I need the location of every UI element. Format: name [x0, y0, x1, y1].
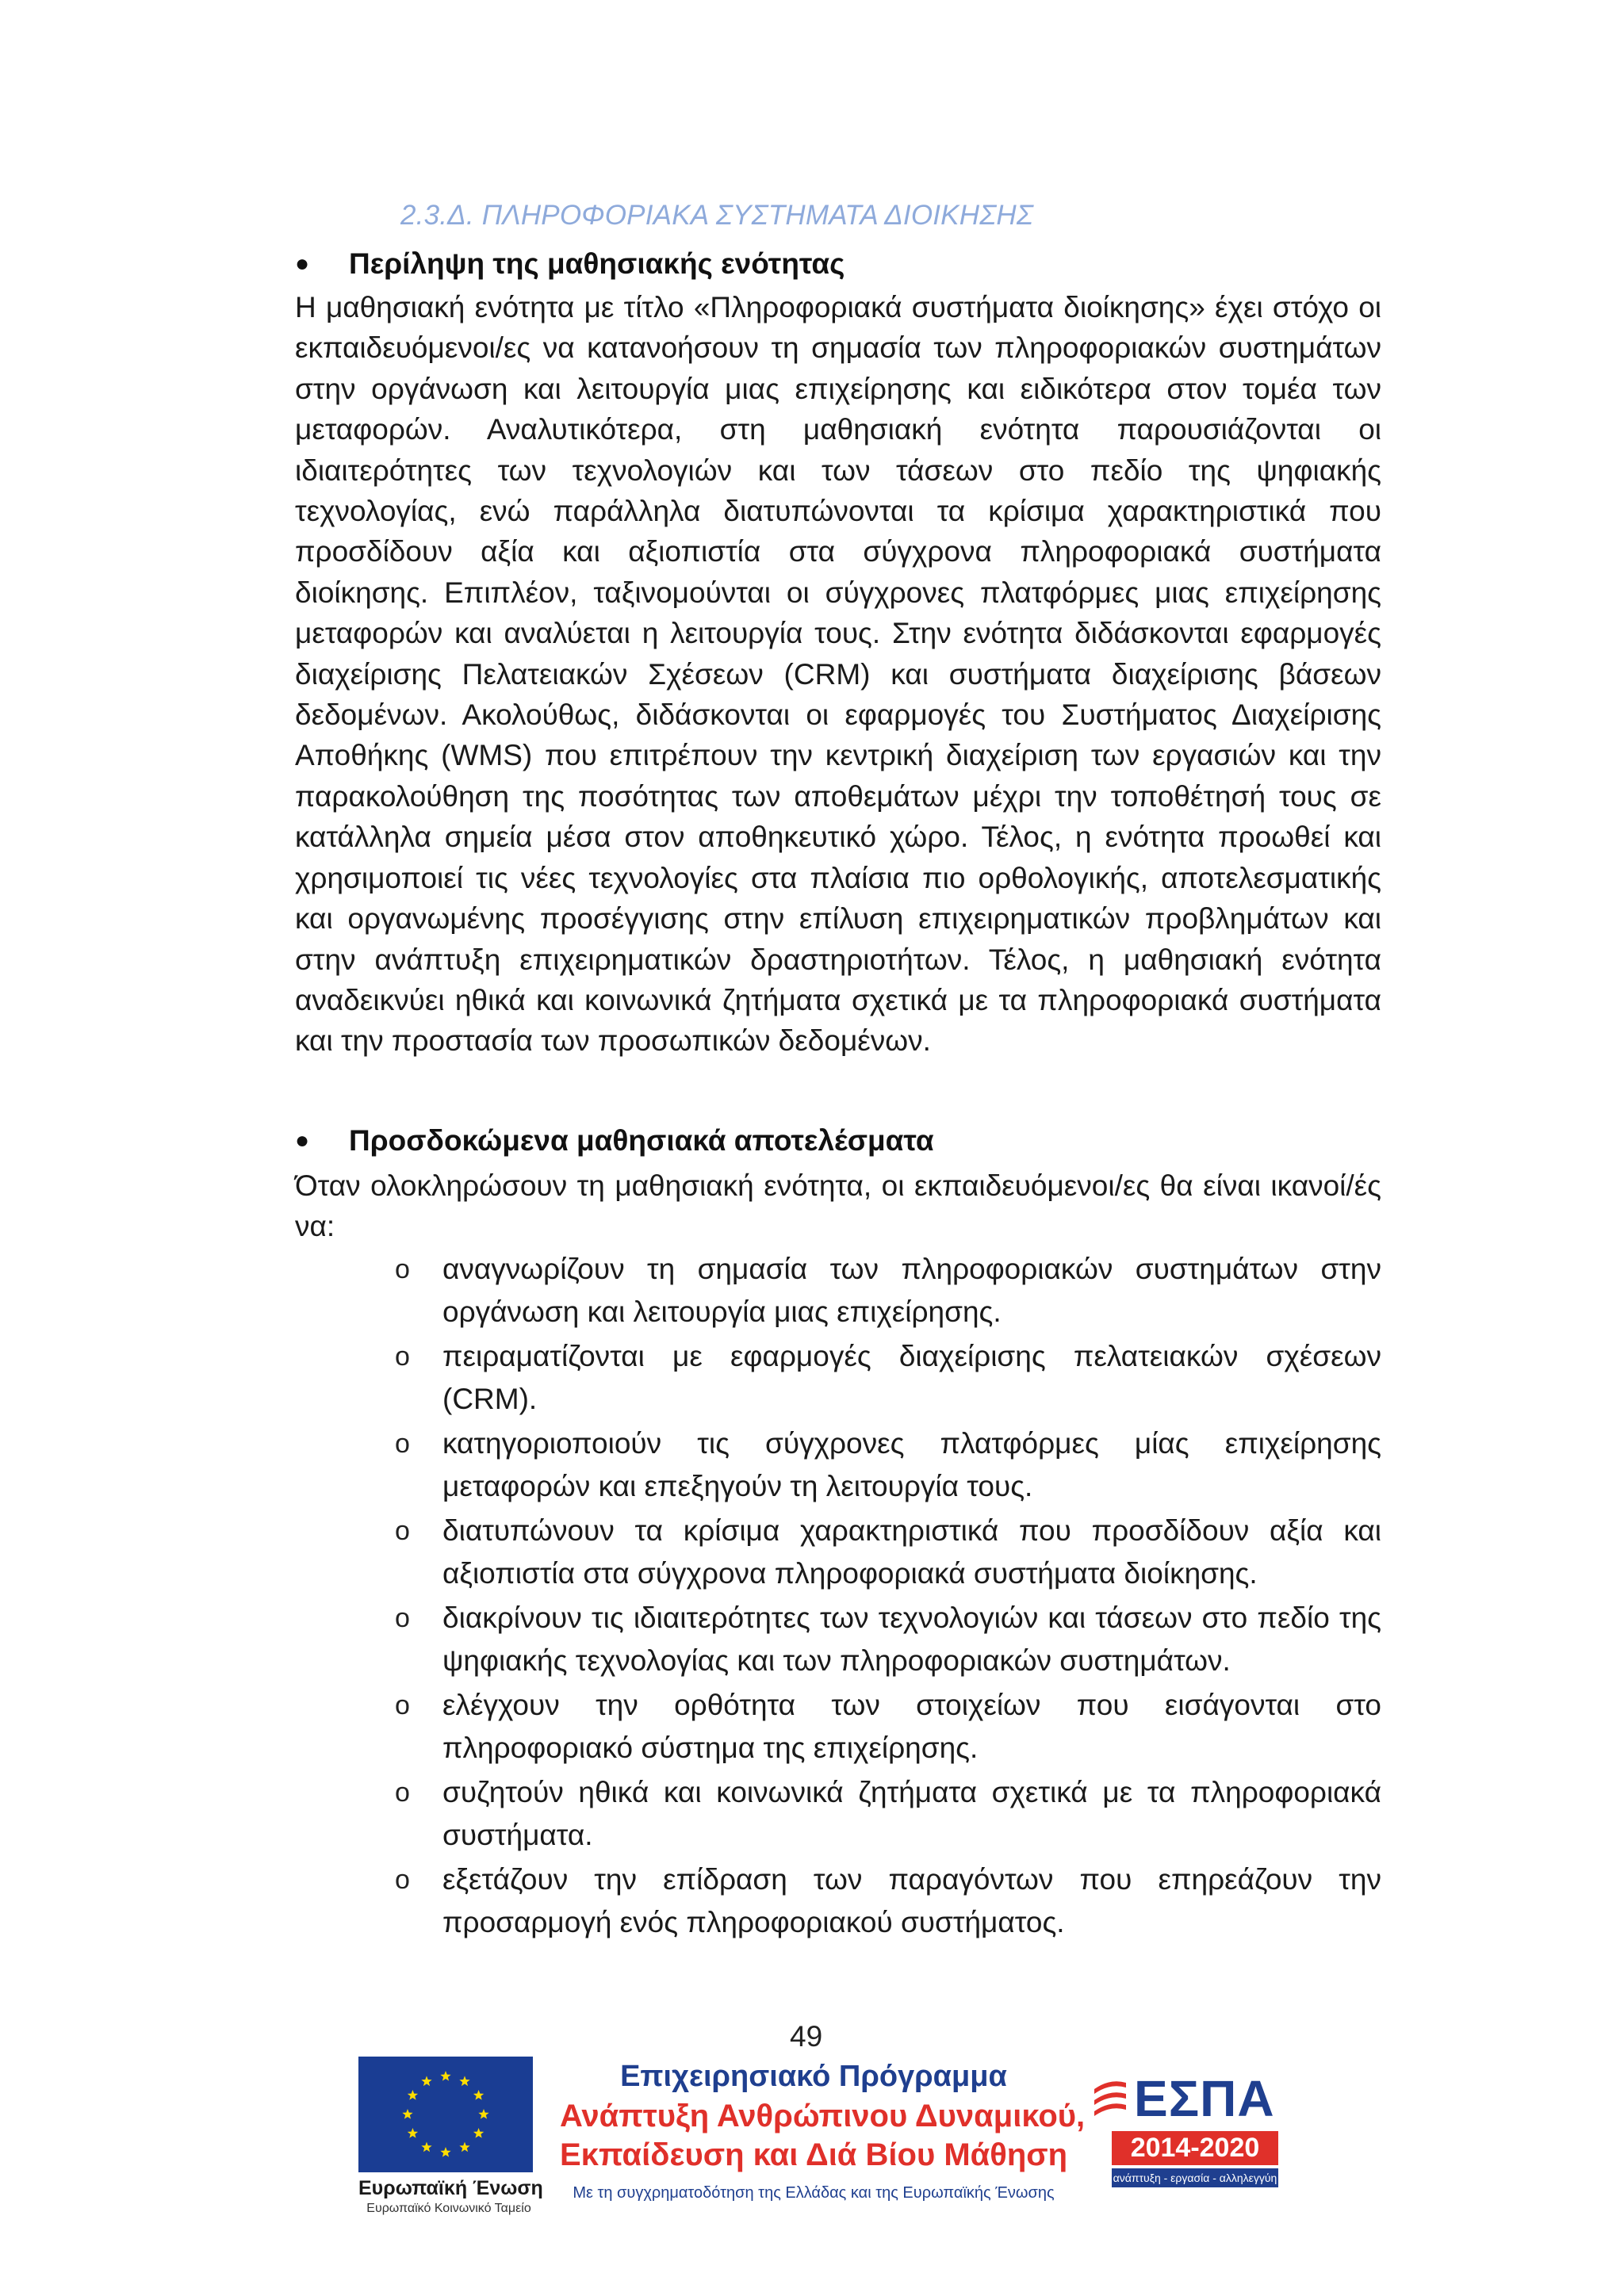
op-line1: Επιχειρησιακό Πρόγραμμα: [620, 2060, 1007, 2093]
list-marker: o: [395, 1429, 410, 1459]
list-marker: o: [395, 1865, 410, 1895]
list-item-text: συζητούν ηθικά και κοινωνικά ζητήματα σχετικά με τα πληροφοριακά συστήματα.: [442, 1776, 1381, 1851]
outcomes-intro: Όταν ολοκληρώσουν τη μαθησιακή ενότητα, οι εκπαιδευόμενοι/ες θα είναι ικανοί/ές να:: [295, 1169, 1381, 1243]
list-item-text: πειραματίζονται με εφαρμογές διαχείρισης πελατειακών σχέσεων (CRM).: [442, 1340, 1381, 1415]
list-item: [389, 1422, 1381, 1508]
list-item-text: ελέγχουν την ορθότητα των στοιχείων που εισάγονται στο πληροφοριακό σύστημα της επιχείρησης.: [442, 1689, 1381, 1764]
outcomes-heading-text: Προσδοκώμενα μαθησιακά αποτελέσματα: [349, 1124, 934, 1157]
eu-flag-icon: [358, 2057, 533, 2172]
list-item-text: εξετάζουν την επίδραση των παραγόντων που επηρεάζουν την προσαρμογή ενός πληροφοριακού συστήματος.: [442, 1863, 1381, 1938]
espa-tagline: ανάπτυξη - εργασία - αλληλεγγύη: [1112, 2168, 1278, 2187]
outcomes-bullet: ●: [295, 1127, 310, 1154]
list-marker: o: [395, 1516, 410, 1546]
eu-fund: Ευρωπαϊκό Κοινωνικό Ταμείο: [366, 2202, 531, 2215]
op-line2: Ανάπτυξη Ανθρώπινου Δυναμικού,: [560, 2099, 1086, 2133]
eu-star-icon: [478, 2109, 488, 2119]
list-item: [389, 1858, 1381, 1944]
espa-title: ΕΣΠΑ: [1134, 2070, 1275, 2127]
list-item-text: διακρίνουν τις ιδιαιτερότητες των τεχνολογιών και τάσεων στο πεδίο της ψηφιακής τεχνολογίας και των πληροφοριακών συστημάτων.: [442, 1601, 1381, 1677]
list-item: [389, 1510, 1381, 1595]
summary-paragraph: Η μαθησιακή ενότητα με τίτλο «Πληροφοριακά συστήματα διοίκησης» έχει στόχο οι εκπαιδευόμενοι/ες να κατανοήσουν τη σημασία των πληροφοριακών συστημάτων στην οργάνωση και λειτουργία μιας επιχείρησης και ειδικότερα στον τομέα των μεταφορών. Αναλυτικότερα, στη μαθησιακή ενότητα παρουσιάζονται οι ιδιαιτερότητες των τεχνολογιών και των τάσεων στο πεδίο της ψηφιακής τεχνολογίας, ενώ παράλληλα διατυπώνονται τα κρίσιμα χαρακτηριστικά που προσδίδουν αξία και αξιοπιστία στα σύγχρονα πληροφοριακά συστήματα διοίκησης. Επιπλέον, ταξινομούνται οι σύγχρονες πλατφόρμες μιας επιχείρησης μεταφορών και αναλύεται η λειτουργία τους. Στην ενότητα διδάσκονται εφαρμογές διαχείρισης Πελατειακών Σχέσεων (CRM) και συστήματα διαχείρισης βάσεων δεδομένων. Ακολούθως, διδάσκονται οι εφαρμογές του Συστήματος Διαχείρισης Αποθήκης (WMS) που επιτρέπουν την κεντρική διαχείριση των εργασιών και την παρακολούθηση της ποσότητας των αποθεμάτων μέχρι την τοποθέτησή τους σε κατάλληλα σημεία μέσα στον αποθηκευτικό χώρο. Τέλος, η ενότητα προωθεί και χρησιμοποιεί τις νέες τεχνολογίες στα πλαίσια πιο ορθολογικής, αποτελεσματικής και οργανωμένης προσέγγισης στην επίλυση επιχειρηματικών προβλημάτων και στην ανάπτυξη επιχειρηματικών δραστηριοτήτων. Τέλος, η μαθησιακή ενότητα αναδεικνύει ηθικά και κοινωνικά ζητήματα σχετικά με τα πληροφοριακά συστήματα και την προστασία των προσωπικών δεδομένων.: [295, 291, 1381, 1058]
list-marker: o: [395, 1777, 410, 1808]
list-marker: o: [395, 1603, 410, 1633]
eu-star-icon: [473, 2128, 484, 2138]
list-item: [389, 1248, 1381, 1334]
eu-star-icon: [421, 2142, 431, 2152]
summary-bullet: ●: [295, 251, 310, 277]
eu-star-icon: [408, 2128, 418, 2138]
list-item: [389, 1597, 1381, 1682]
eu-star-icon: [408, 2090, 418, 2100]
list-item: [389, 1335, 1381, 1421]
eu-star-icon: [473, 2090, 484, 2100]
espa-years: 2014-2020: [1112, 2131, 1278, 2165]
list-item-text: διατυπώνουν τα κρίσιμα χαρακτηριστικά που προσδίδουν αξία και αξιοπιστία στα σύγχρονα πληροφοριακά συστήματα διοίκησης.: [442, 1514, 1381, 1590]
list-marker: o: [395, 1254, 410, 1284]
section-title: 2.3.Δ. ΠΛΗΡΟΦΟΡΙΑΚΑ ΣΥΣΤΗΜΑΤΑ ΔΙΟΙΚΗΣΗΣ: [400, 200, 1034, 231]
list-item: [389, 1684, 1381, 1770]
list-item-text: αναγνωρίζουν τη σημασία των πληροφοριακών συστημάτων στην οργάνωση και λειτουργία μιας επιχείρησης.: [442, 1253, 1381, 1328]
page-number: 49: [790, 2020, 823, 2053]
list-item-text: κατηγοριοποιούν τις σύγχρονες πλατφόρμες μίας επιχείρησης μεταφορών και επεξηγούν τη λειτουργία τους.: [442, 1427, 1381, 1502]
outcomes-list: [389, 1248, 1381, 1946]
outcomes-heading: [295, 1124, 934, 1158]
eu-star-icon: [440, 2147, 450, 2157]
espa-swoosh-icon: [1091, 2075, 1129, 2122]
eu-star-icon: [421, 2076, 431, 2086]
list-marker: o: [395, 1690, 410, 1720]
op-cofund: Με τη συγχρηματοδότηση της Ελλάδας και της Ευρωπαϊκής Ένωσης: [573, 2184, 1055, 2202]
eu-star-icon: [440, 2071, 450, 2081]
summary-heading-text: Περίληψη της μαθησιακής ενότητας: [349, 247, 845, 280]
espa-logo: [1091, 2069, 1281, 2187]
eu-star-icon: [459, 2076, 469, 2086]
eu-star-icon: [402, 2109, 412, 2119]
op-line3: Εκπαίδευση και Διά Βίου Μάθηση: [560, 2137, 1068, 2172]
operational-programme-logo: [560, 2060, 1086, 2202]
summary-heading: [295, 247, 845, 281]
list-item: [389, 1771, 1381, 1857]
list-marker: o: [395, 1341, 410, 1372]
eu-logo: [358, 2057, 543, 2216]
eu-star-icon: [459, 2142, 469, 2152]
eu-name: Ευρωπαϊκή Ένωση: [358, 2177, 543, 2199]
eu-stars-icon: [358, 2057, 533, 2172]
